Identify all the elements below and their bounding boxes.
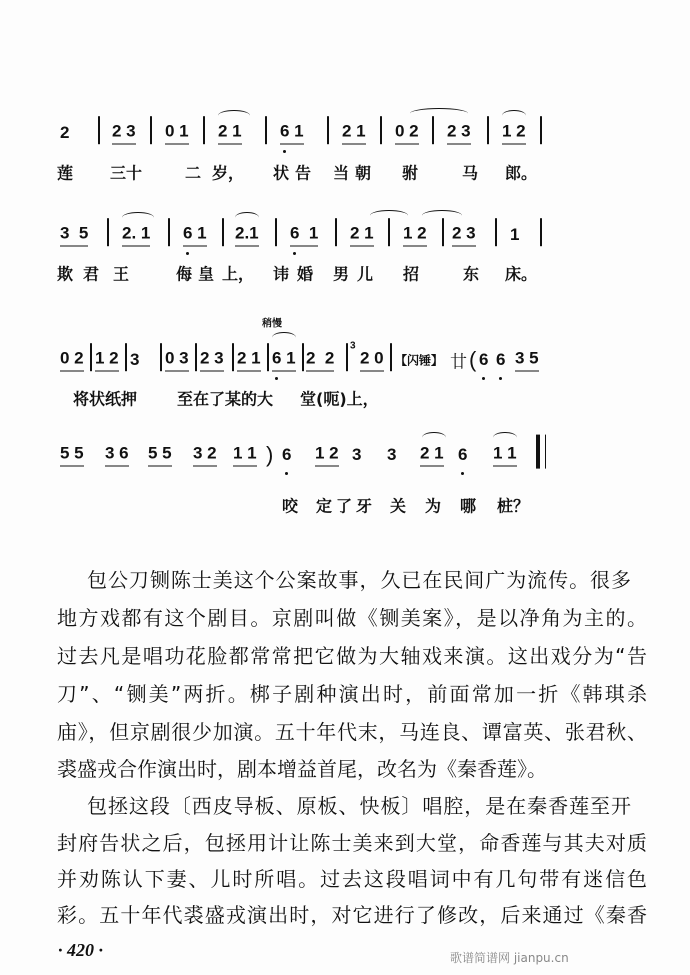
note: 2 3 bbox=[452, 224, 476, 247]
lyric: 桩？ bbox=[497, 496, 530, 516]
lyric: 状 bbox=[273, 163, 290, 183]
barline bbox=[540, 218, 542, 246]
paragraph-line: 并劝陈认下妻、儿时所唱。过去这段唱词中有几句带有迷信色 bbox=[57, 867, 647, 891]
barline bbox=[275, 218, 277, 246]
slur bbox=[410, 108, 468, 119]
note: 6 bbox=[282, 445, 292, 464]
barline bbox=[346, 343, 348, 371]
note: 2 3 bbox=[447, 122, 471, 145]
barline bbox=[432, 116, 434, 144]
barline bbox=[388, 218, 390, 246]
note: 5 5 bbox=[148, 444, 172, 467]
barline bbox=[380, 116, 382, 144]
slur bbox=[272, 332, 296, 343]
paragraph-line: 过去凡是唱功花脸都常常把它做为大轴戏来演。这出戏分为“告 bbox=[57, 644, 647, 668]
paren-open: ( bbox=[469, 347, 477, 372]
lyric: 关 bbox=[390, 496, 407, 516]
note: 6 1 bbox=[290, 224, 318, 247]
lyric: 侮 bbox=[176, 264, 193, 284]
barline bbox=[495, 218, 497, 246]
page-number: · 420 · bbox=[58, 940, 103, 960]
paren-close: ) bbox=[266, 442, 274, 467]
note: 1 2 bbox=[315, 444, 339, 467]
barline bbox=[203, 116, 205, 144]
barline bbox=[150, 116, 152, 144]
low-octave-dot bbox=[482, 377, 485, 380]
note: 3 bbox=[387, 445, 397, 464]
slur bbox=[218, 110, 250, 121]
note: 3 5 bbox=[515, 349, 539, 372]
barline bbox=[442, 218, 444, 246]
lyric: 床。 bbox=[505, 264, 538, 284]
barline bbox=[222, 218, 224, 246]
note: 6 1 bbox=[280, 122, 304, 145]
lyric: 讳 bbox=[273, 264, 290, 284]
note: 0 2 bbox=[395, 122, 419, 145]
barline bbox=[195, 343, 197, 371]
lyric: 招 bbox=[403, 264, 420, 284]
note: 2 1 bbox=[237, 349, 261, 372]
lyric: 三十 bbox=[110, 163, 143, 183]
lyric: 为 bbox=[425, 496, 442, 516]
note: 2 1 bbox=[350, 224, 374, 247]
note: 3 2 bbox=[193, 444, 217, 467]
free-rhythm-mark: 廿 bbox=[450, 352, 467, 372]
barline bbox=[125, 343, 127, 371]
note: 1 1 bbox=[233, 444, 257, 467]
barline bbox=[232, 343, 234, 371]
note: 2 3 bbox=[200, 349, 224, 372]
slur bbox=[422, 432, 446, 443]
low-octave-dot bbox=[293, 252, 296, 255]
note: 3 bbox=[352, 445, 362, 464]
note: 3 bbox=[130, 350, 140, 369]
lyric: 婚 bbox=[297, 264, 314, 284]
low-octave-dot bbox=[499, 377, 502, 380]
paragraph-line: 刀”、“铡美”两折。梆子剧种演出时，前面常加一折《韩琪杀 bbox=[57, 682, 647, 706]
slur bbox=[502, 110, 526, 121]
note: 2.1 bbox=[235, 224, 259, 247]
lyric: 君 bbox=[83, 264, 100, 284]
lyric: 告 bbox=[295, 163, 312, 183]
note: 0 1 bbox=[165, 122, 189, 145]
paragraph-line: 包拯这段〔西皮导板、原板、快板〕唱腔，是在秦香莲至开 bbox=[87, 794, 631, 818]
note: 2. 1 bbox=[122, 224, 150, 247]
tempo-mark: 稍慢 bbox=[262, 318, 282, 330]
note: 3 6 bbox=[105, 444, 129, 467]
low-octave-dot bbox=[285, 472, 288, 475]
note: 2 2 bbox=[306, 349, 334, 372]
paragraph-line: 裘盛戎合作演出时，剧本增益首尾，改名为《秦香莲》。 bbox=[57, 757, 547, 781]
low-octave-dot bbox=[461, 472, 464, 475]
barline bbox=[98, 116, 100, 144]
note: 0 2 bbox=[60, 349, 84, 372]
lyric: 王 bbox=[113, 264, 130, 284]
note: 1 1 bbox=[493, 444, 517, 467]
lyric: 岁， bbox=[212, 163, 245, 183]
note: 2 bbox=[60, 123, 70, 142]
note: 6 bbox=[479, 350, 489, 369]
lyric: 上， bbox=[222, 264, 255, 284]
low-octave-dot bbox=[186, 252, 189, 255]
low-octave-dot bbox=[283, 150, 286, 153]
barline bbox=[90, 343, 92, 371]
paragraph-line: 彩。五十年代裘盛戎演出时，对它进行了修改，后来通过《秦香 bbox=[57, 903, 647, 927]
lyric: 当 bbox=[333, 163, 350, 183]
lyric: 东 bbox=[463, 264, 480, 284]
watermark: 歌谱简谱网 jianpu.cn bbox=[450, 951, 569, 965]
note: 3 5 bbox=[60, 224, 88, 247]
paragraph-line: 地方戏都有这个剧目。京剧叫做《铡美案》，是以净角为主的。 bbox=[57, 606, 647, 630]
grace-note: 3 bbox=[350, 340, 356, 352]
lyric: 了 bbox=[336, 496, 353, 516]
note: 2 0 bbox=[360, 349, 384, 372]
lyric: 咬 bbox=[282, 496, 299, 516]
paragraph-line: 封府告状之后，包拯用计让陈士美来到大堂，命香莲与其夫对质 bbox=[57, 831, 647, 855]
barline bbox=[160, 343, 162, 371]
lyric: 莲 bbox=[57, 163, 74, 183]
note: 5 5 bbox=[60, 444, 84, 467]
barline bbox=[168, 218, 170, 246]
barline bbox=[487, 116, 489, 144]
note: 6 1 bbox=[272, 349, 296, 372]
note: 1 2 bbox=[403, 224, 427, 247]
barline bbox=[327, 116, 329, 144]
lyric: 朝 bbox=[355, 163, 372, 183]
lyric: 驸 bbox=[402, 163, 419, 183]
lyric: 将状纸押 bbox=[73, 389, 138, 409]
lyric: 哪 bbox=[460, 496, 477, 516]
note: 1 2 bbox=[502, 122, 526, 145]
barline bbox=[540, 116, 542, 144]
lyric: 皇 bbox=[198, 264, 215, 284]
barline bbox=[302, 343, 304, 371]
barline bbox=[267, 343, 269, 371]
low-octave-dot bbox=[275, 377, 278, 380]
barline bbox=[107, 218, 109, 246]
note: 2 1 bbox=[420, 444, 444, 467]
lyric: 男 bbox=[333, 264, 350, 284]
barline bbox=[390, 343, 392, 371]
note: 0 3 bbox=[165, 349, 189, 372]
note: 1 bbox=[510, 225, 520, 244]
slur bbox=[122, 212, 154, 223]
lyric: 二 bbox=[185, 163, 202, 183]
paragraph-line: 包公刀铡陈士美这个公案故事，久已在民间广为流传。很多 bbox=[87, 568, 631, 592]
lyric: 儿 bbox=[357, 264, 374, 284]
final-barline bbox=[536, 435, 546, 469]
note: 6 1 bbox=[183, 224, 207, 247]
lyric: 欺 bbox=[57, 264, 74, 284]
lyric: 堂(呃)上， bbox=[300, 389, 379, 409]
note: 1 2 bbox=[95, 349, 119, 372]
slur bbox=[493, 432, 517, 443]
barline bbox=[265, 116, 267, 144]
lyric: 马 bbox=[462, 163, 479, 183]
slur bbox=[235, 212, 259, 223]
note: 6 bbox=[496, 350, 506, 369]
lyric: 定 bbox=[316, 496, 333, 516]
percussion-mark: 【闪锤】 bbox=[395, 353, 444, 368]
barline bbox=[335, 218, 337, 246]
note: 6 bbox=[458, 445, 468, 464]
lyric: 牙 bbox=[356, 496, 373, 516]
lyric: 郎。 bbox=[505, 163, 538, 183]
lyric: 至在了某的大 bbox=[177, 389, 274, 409]
paragraph-line: 庙》，但京剧很少加演。五十年代末，马连良、谭富英、张君秋、 bbox=[57, 720, 647, 744]
note: 2 1 bbox=[218, 122, 242, 145]
note: 2 1 bbox=[342, 122, 366, 145]
note: 2 3 bbox=[112, 122, 136, 145]
